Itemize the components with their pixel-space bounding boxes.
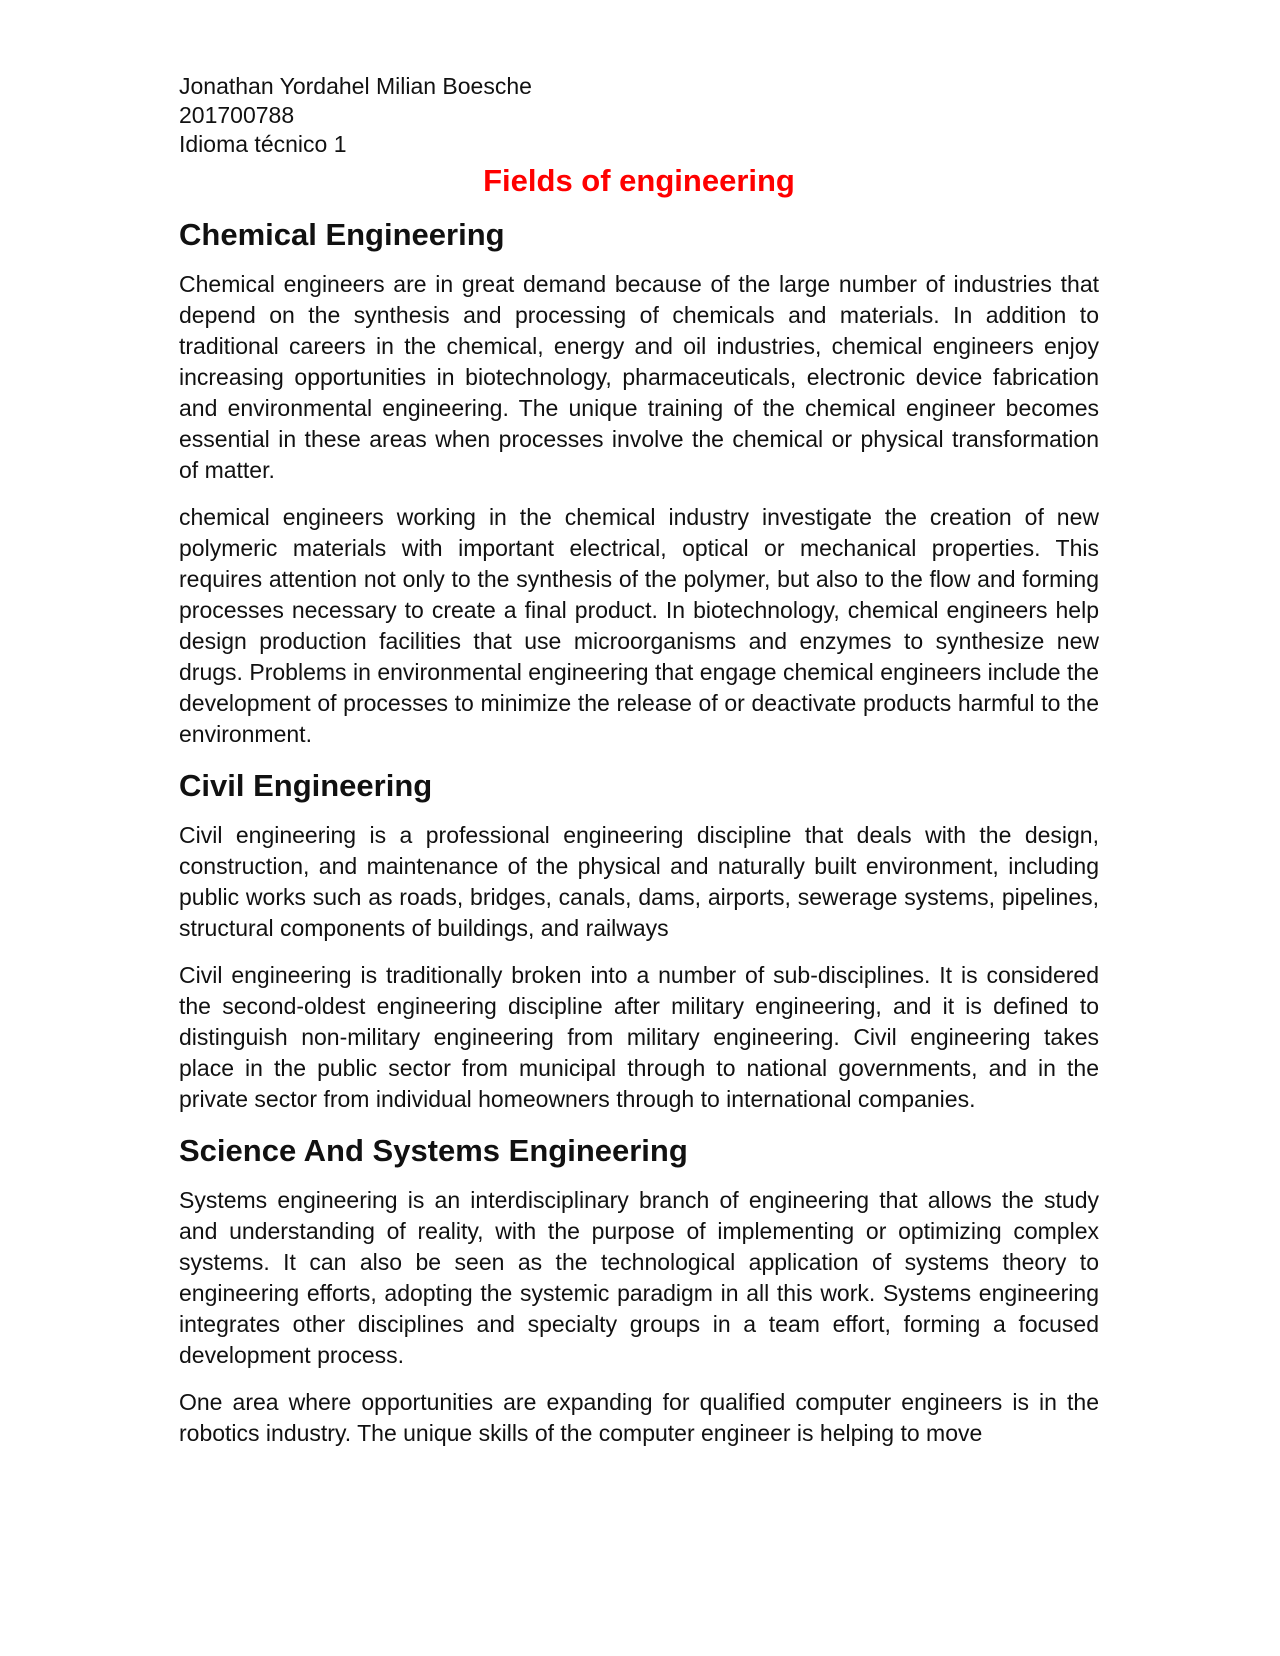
paragraph: Systems engineering is an interdisciplinary branch of engineering that allows the study and understanding of reality, with the purpose of implementing or optimizing complex systems. It can also be seen as the technological application of systems theory to engineering efforts, adopting the systemic paradigm in all this work. Systems engineering integrates other disciplines and specialty groups in a team effort, forming a focused development process. — [179, 1187, 1099, 1368]
paragraph: One area where opportunities are expanding for qualified computer engineers is in the robotics industry. The unique skills of the computer engineer is helping to move — [179, 1389, 1099, 1446]
section-heading: Science And Systems Engineering — [179, 1133, 688, 1168]
author-name: Jonathan Yordahel Milian Boesche — [179, 73, 532, 99]
course-name: Idioma técnico 1 — [179, 131, 347, 157]
section-systems-engineering — [179, 1131, 1099, 1449]
student-id: 201700788 — [179, 102, 295, 128]
section-heading: Civil Engineering — [179, 768, 433, 803]
paragraph: Civil engineering is a professional engineering discipline that deals with the design, construction, and maintenance of the physical and naturally built environment, including public works such as roads, bridges, canals, dams, airports, sewerage systems, pipelines, structural components of buildings, and railways — [179, 822, 1099, 941]
section-chemical-engineering — [179, 215, 1099, 750]
paragraph: Chemical engineers are in great demand because of the large number of industries that depend on the synthesis and processing of chemicals and materials. In addition to traditional careers in the chemical, energy and oil industries, chemical engineers enjoy increasing opportunities in biotechnology, pharmaceuticals, electronic device fabrication and environmental engineering. The unique training of the chemical engineer becomes essential in these areas when processes involve the chemical or physical transformation of matter. — [179, 271, 1099, 483]
document-content — [179, 72, 1099, 1465]
section-civil-engineering — [179, 766, 1099, 1115]
document-title: Fields of engineering — [483, 163, 795, 198]
paragraph: chemical engineers working in the chemical industry investigate the creation of new polymeric materials with important electrical, optical or mechanical properties. This requires attention not only to the synthesis of the polymer, but also to the flow and forming processes necessary to create a final product. In biotechnology, chemical engineers help design production facilities that use microorganisms and enzymes to synthesize new drugs. Problems in environmental engineering that engage chemical engineers include the development of processes to minimize the release of or deactivate products harmful to the environment. — [179, 504, 1099, 747]
section-heading: Chemical Engineering — [179, 217, 505, 252]
paragraph: Civil engineering is traditionally broken into a number of sub-disciplines. It is considered the second-oldest engineering discipline after military engineering, and it is defined to distinguish non-military engineering from military engineering. Civil engineering takes place in the public sector from municipal through to national governments, and in the private sector from individual homeowners through to international companies. — [179, 962, 1099, 1112]
